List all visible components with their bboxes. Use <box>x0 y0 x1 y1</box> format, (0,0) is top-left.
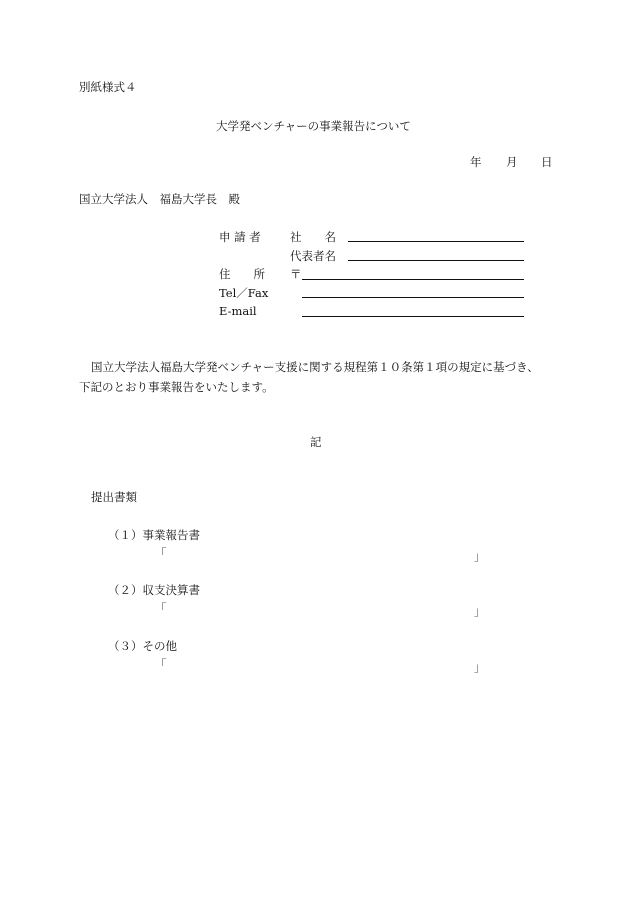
form-id: 別紙様式４ <box>79 80 137 94</box>
document-open-bracket: 「 <box>155 601 167 615</box>
section-heading: 提出書類 <box>91 490 137 504</box>
applicant-label: 申 請 者 <box>219 230 261 244</box>
document-close-bracket: 」 <box>474 660 486 674</box>
addressee: 国立大学法人 福島大学長 殿 <box>79 192 240 206</box>
date-month-label: 月 <box>506 155 518 169</box>
tel-fax-field-line <box>302 297 524 298</box>
document-item-label: （３）その他 <box>108 639 177 653</box>
address-field-line <box>302 279 524 280</box>
address-label: 住 所 <box>219 267 265 281</box>
document-item-label: （２）収支決算書 <box>108 583 200 597</box>
document-close-bracket: 」 <box>474 604 486 618</box>
tel-fax-label: Tel／Fax <box>219 286 269 300</box>
postal-mark: 〒 <box>290 267 302 281</box>
document-open-bracket: 「 <box>155 657 167 671</box>
body-text-line-1: 国立大学法人福島大学発ベンチャー支援に関する規程第１０条第１項の規定に基づき、 <box>91 360 539 374</box>
representative-field-line <box>348 260 524 261</box>
date-year-label: 年 <box>470 155 482 169</box>
page-title: 大学発ベンチャーの事業報告について <box>216 119 411 133</box>
company-name-label: 社 名 <box>290 230 336 244</box>
document-item-label: （１）事業報告書 <box>108 528 200 542</box>
document-open-bracket: 「 <box>155 546 167 560</box>
email-field-line <box>302 316 524 317</box>
email-label: E-mail <box>219 304 257 318</box>
ki-marker: 記 <box>310 435 322 449</box>
document-close-bracket: 」 <box>474 549 486 563</box>
date-day-label: 日 <box>541 155 553 169</box>
body-text-line-2: 下記のとおり事業報告をいたします。 <box>79 380 274 394</box>
representative-label: 代表者名 <box>290 249 336 263</box>
company-name-field-line <box>348 241 524 242</box>
